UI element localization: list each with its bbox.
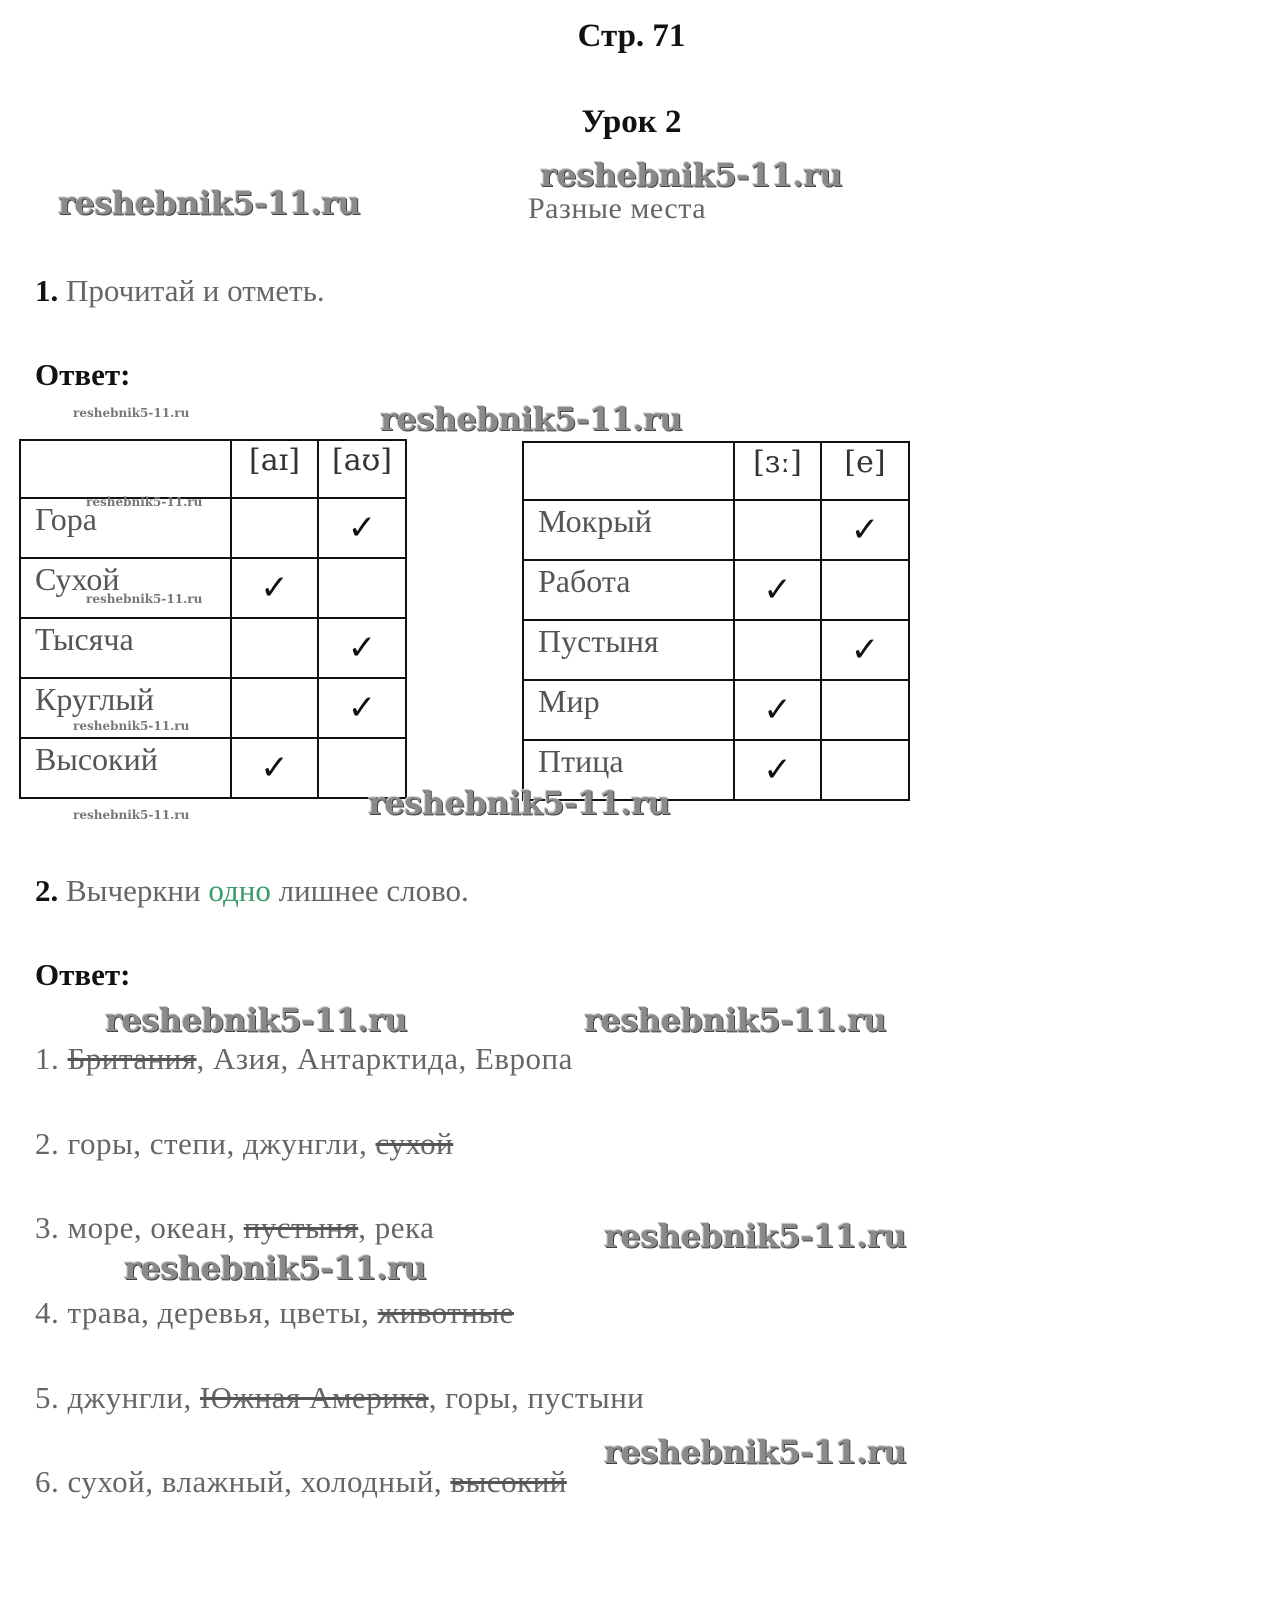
check-mark-cell: ✓ [231,558,318,618]
table-header-cell [20,440,231,498]
answer-list-item [35,1464,567,1500]
table-row [20,498,406,558]
table-word-cell: Высокий [20,738,231,798]
answer-item-text: море, океан, [67,1210,244,1245]
table-row [523,680,909,740]
watermark: reshebnik5-11.ru [604,1433,907,1471]
answer-item-text: горы, степи, джунгли, [67,1126,376,1161]
table-word-cell: Сухой [20,558,231,618]
answer-item-text: , река [358,1210,435,1245]
check-mark-cell: ✓ [318,678,406,738]
watermark: reshebnik5-11.ru [105,1001,408,1039]
check-mark-cell: ✓ [734,740,821,800]
crossed-out-word: сухой [375,1126,454,1161]
answer-list-item [35,1210,434,1246]
watermark: reshebnik5-11.ru [604,1217,907,1255]
answer-list-item [35,1380,644,1416]
lesson-subtitle: Разные места [528,192,707,225]
table-row [523,560,909,620]
check-mark-cell [821,740,909,800]
watermark: reshebnik5-11.ru [584,1001,887,1039]
table-header-cell: [ɜː] [734,442,821,500]
table-header-cell: [aʊ] [318,440,406,498]
watermark-small: reshebnik5-11.ru [86,495,203,509]
watermark: reshebnik5-11.ru [368,784,671,822]
table-word-cell: Мир [523,680,734,740]
table-header-row [523,442,909,500]
table-row [20,558,406,618]
table-header-cell: [aɪ] [231,440,318,498]
answer-list-item [35,1295,514,1331]
table-word-cell: Мокрый [523,500,734,560]
table-row [20,738,406,798]
table-row [20,618,406,678]
watermark-small: reshebnik5-11.ru [73,719,190,733]
check-mark-cell: ✓ [734,680,821,740]
table-word-cell: Гора [20,498,231,558]
check-mark-cell [231,678,318,738]
table-word-cell: Круглый [20,678,231,738]
check-mark-cell: ✓ [734,560,821,620]
crossed-out-word: высокий [450,1464,567,1499]
check-mark-cell: ✓ [318,498,406,558]
answer-item-text: сухой, влажный, холодный, [67,1464,451,1499]
table-header-cell [523,442,734,500]
task-2-highlight: одно [208,873,271,908]
task-1-text: Прочитай и отметь. [66,273,325,308]
sounds-table-left [19,439,407,799]
answer-item-text: , горы, пустыни [428,1380,645,1415]
answer-item-text: , Азия, Антарктида, Европа [196,1041,573,1076]
watermark: reshebnik5-11.ru [58,184,361,222]
answer-item-number: 5. [35,1380,60,1415]
table-row [523,500,909,560]
check-mark-cell [231,618,318,678]
check-mark-cell: ✓ [231,738,318,798]
check-mark-cell [734,500,821,560]
answer-item-text: джунгли, [67,1380,200,1415]
crossed-out-word: животные [377,1295,514,1330]
answer-item-number: 3. [35,1210,60,1245]
check-mark-cell [821,680,909,740]
task-2 [35,873,469,909]
answer-item-number: 6. [35,1464,60,1499]
answer-item-text: трава, деревья, цветы, [67,1295,378,1330]
watermark: reshebnik5-11.ru [380,400,683,438]
page-title: Стр. 71 [577,18,686,54]
table-header-cell: [e] [821,442,909,500]
table-header-row [20,440,406,498]
watermark-small: reshebnik5-11.ru [73,406,190,420]
task-2-number: 2. [35,873,59,908]
crossed-out-word: Южная Америка [199,1380,429,1415]
table-word-cell: Пустыня [523,620,734,680]
check-mark-cell: ✓ [821,620,909,680]
table-word-cell: Тысяча [20,618,231,678]
crossed-out-word: Британия [67,1041,197,1076]
check-mark-cell: ✓ [318,618,406,678]
table-row [523,620,909,680]
check-mark-cell [318,558,406,618]
answer-list-item [35,1041,573,1077]
table-word-cell: Работа [523,560,734,620]
task-1-number: 1. [35,273,59,308]
check-mark-cell: ✓ [821,500,909,560]
check-mark-cell [231,498,318,558]
table-word-cell: Птица [523,740,734,800]
answer-list-item [35,1126,453,1162]
crossed-out-word: пустыня [243,1210,359,1245]
watermark: reshebnik5-11.ru [124,1249,427,1287]
task-1 [35,273,325,309]
answer-label-2: Ответ: [35,957,131,992]
answer-label-1: Ответ: [35,357,131,392]
watermark-small: reshebnik5-11.ru [73,808,190,822]
sounds-table-right [522,441,910,801]
watermark: reshebnik5-11.ru [540,156,843,194]
answer-item-number: 2. [35,1126,60,1161]
check-mark-cell [734,620,821,680]
answer-item-number: 4. [35,1295,60,1330]
lesson-title: Урок 2 [581,104,682,140]
watermark-small: reshebnik5-11.ru [86,592,203,606]
check-mark-cell [821,560,909,620]
task-2-text-before: Вычеркни [66,873,209,908]
task-2-text-after: лишнее слово. [270,873,469,908]
answer-item-number: 1. [35,1041,60,1076]
